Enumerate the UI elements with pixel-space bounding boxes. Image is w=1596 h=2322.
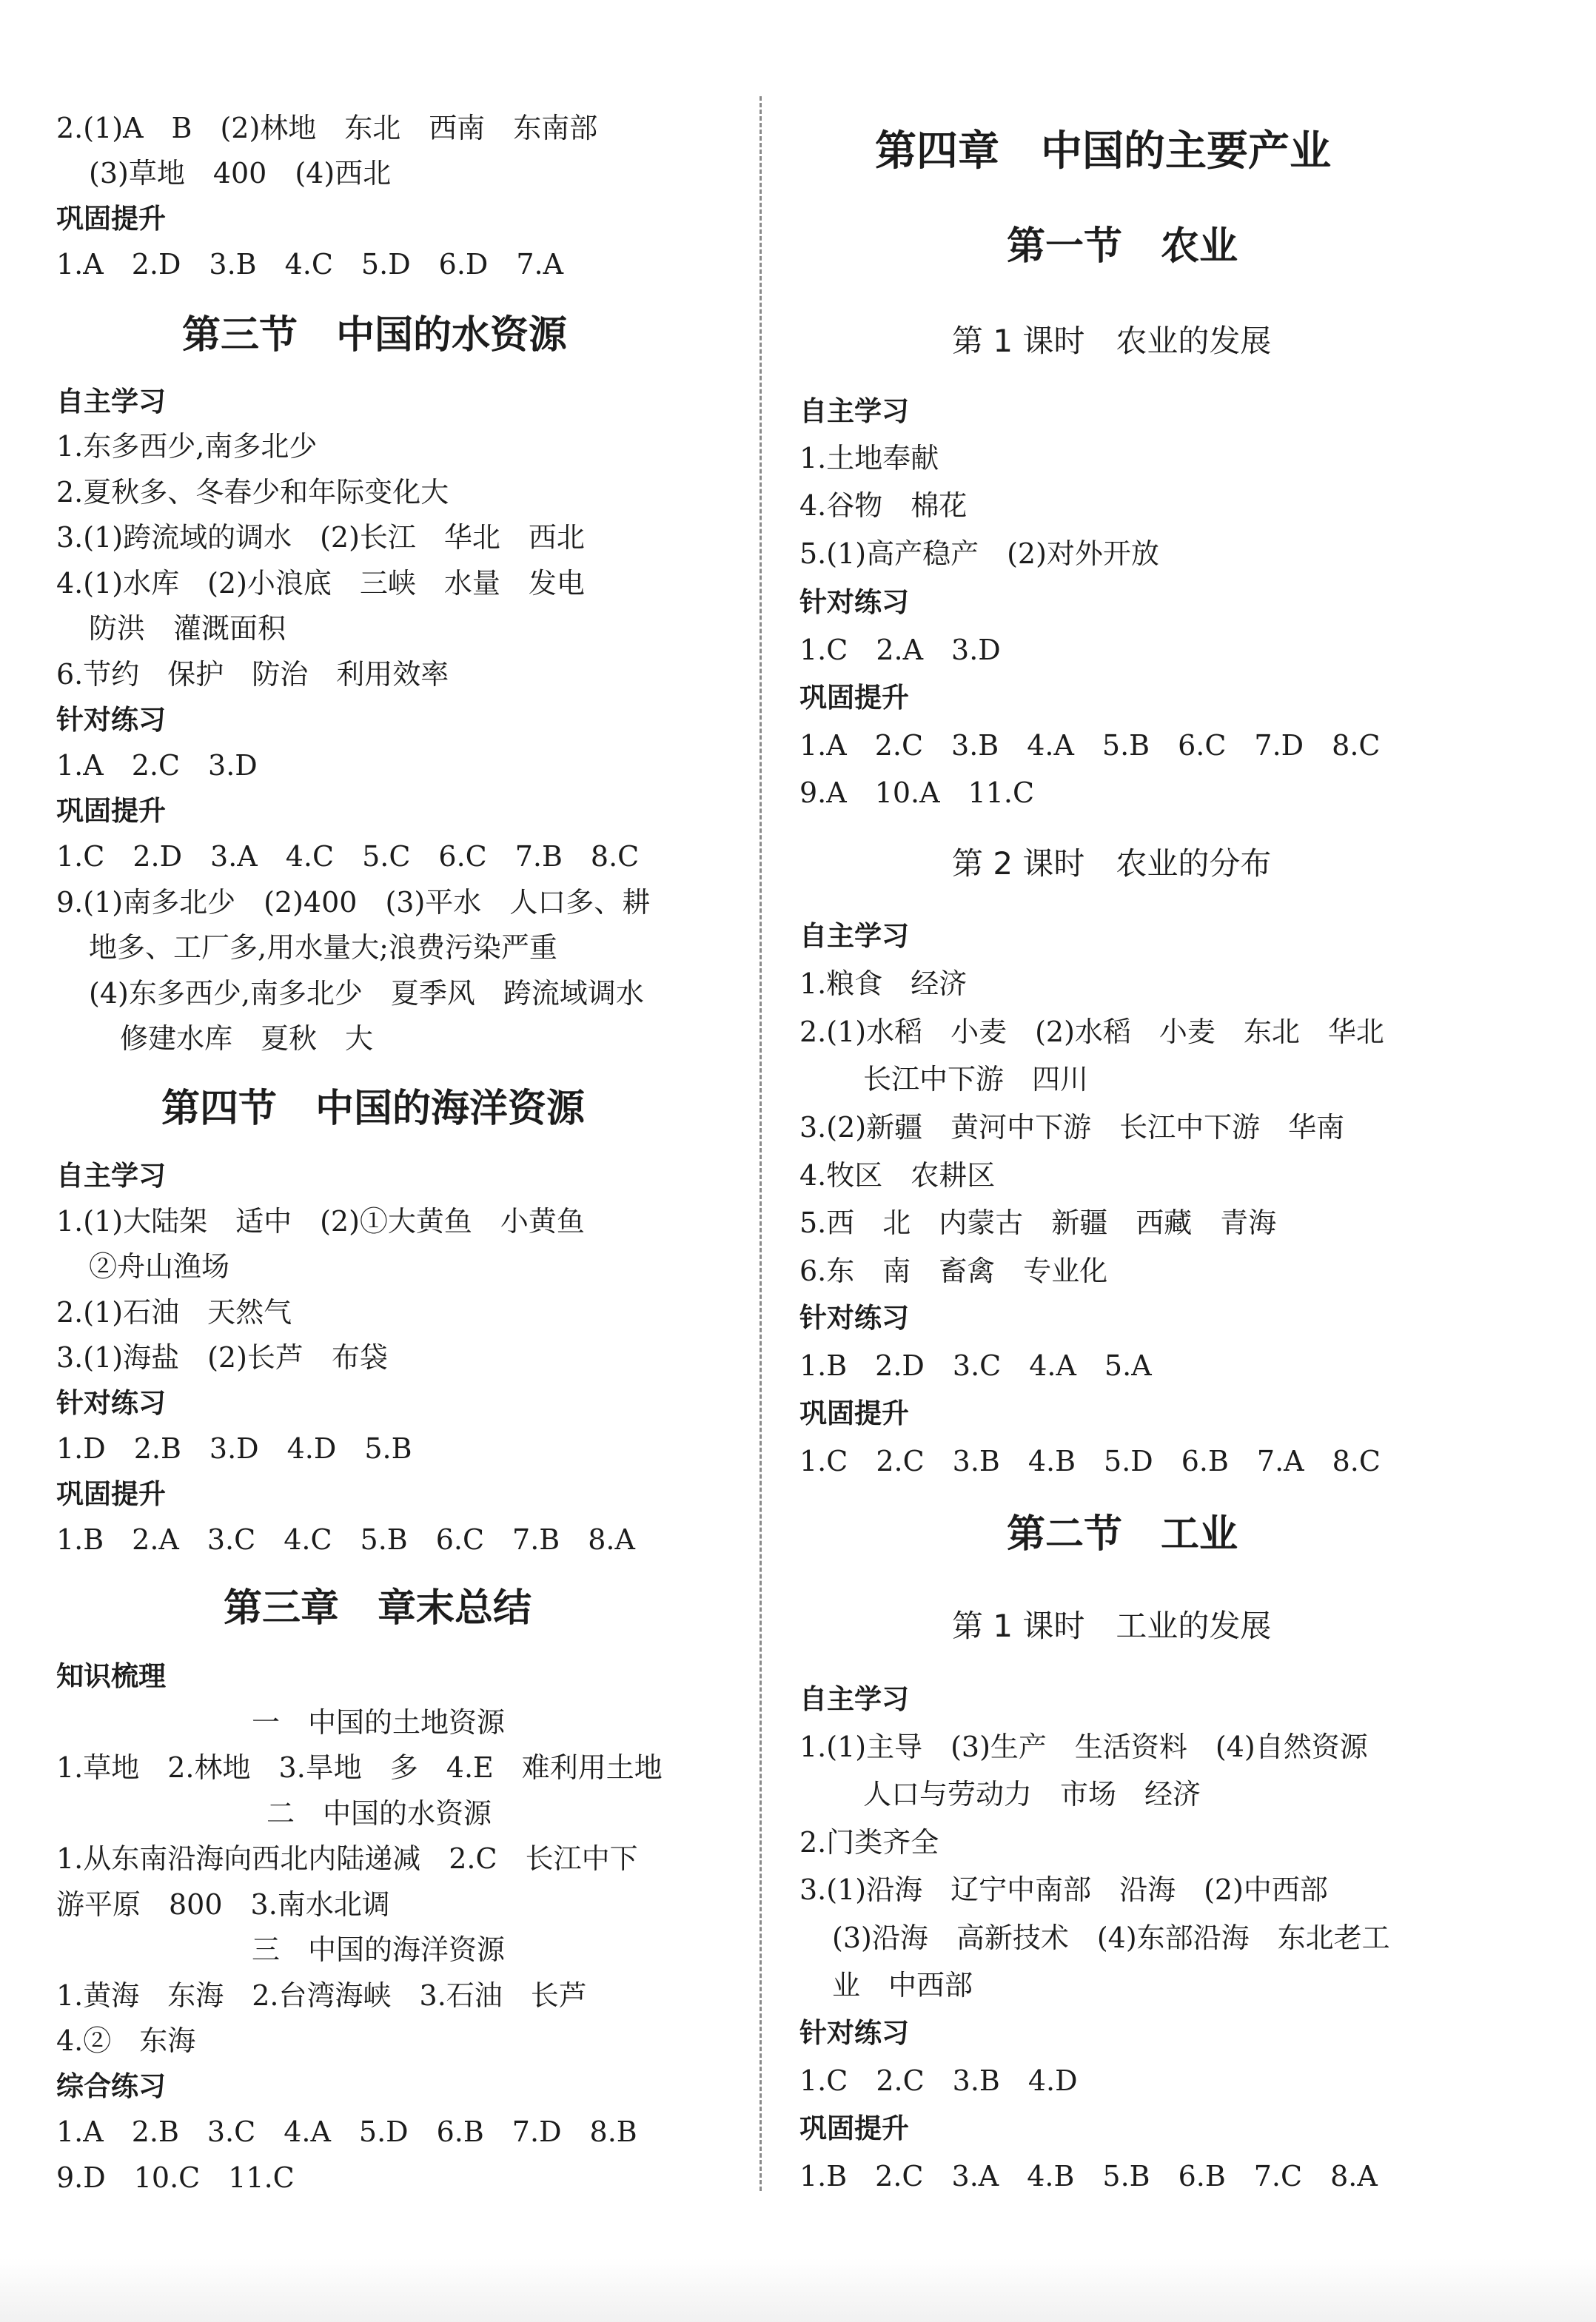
lesson-heading: 第 1 课时 农业的发展 bbox=[952, 323, 1272, 359]
answer-line: 1.D 2.B 3.D 4.D 5.B bbox=[56, 1432, 412, 1465]
section-label: 自主学习 bbox=[799, 395, 909, 427]
answer-line: 1.B 2.C 3.A 4.B 5.B 6.B 7.C 8.A bbox=[799, 2160, 1378, 2192]
answer-line: 1.粮食 经济 bbox=[799, 967, 968, 1000]
answer-line: 3.(1)跨流域的调水 (2)长江 华北 西北 bbox=[56, 521, 585, 554]
section-label: 巩固提升 bbox=[799, 682, 909, 714]
answer-line: 2.夏秋多、冬春少和年际变化大 bbox=[56, 476, 449, 509]
answer-line: 4.(1)水库 (2)小浪底 三峡 水量 发电 bbox=[56, 567, 585, 600]
section-heading: 第四节 中国的海洋资源 bbox=[161, 1086, 586, 1131]
answer-line: 5.西 北 内蒙古 新疆 西藏 青海 bbox=[799, 1207, 1277, 1239]
answer-line: 2.门类齐全 bbox=[799, 1826, 939, 1859]
answer-line: 6.东 南 畜禽 专业化 bbox=[799, 1255, 1108, 1287]
subheading: 一 中国的土地资源 bbox=[252, 1706, 506, 1739]
answer-line: 1.C 2.C 3.B 4.D bbox=[799, 2064, 1078, 2097]
lesson-heading: 第 1 课时 工业的发展 bbox=[952, 1608, 1272, 1644]
section-label: 自主学习 bbox=[56, 386, 166, 417]
answer-line: 9.D 10.C 11.C bbox=[56, 2161, 295, 2194]
answer-line: 1.东多西少,南多北少 bbox=[56, 430, 318, 463]
section-label: 自主学习 bbox=[799, 920, 909, 952]
answer-line: 1.(1)大陆架 适中 (2)①大黄鱼 小黄鱼 bbox=[56, 1205, 585, 1238]
answer-line: 1.A 2.C 3.B 4.A 5.B 6.C 7.D 8.C bbox=[799, 729, 1381, 762]
answer-line: 2.(1)石油 天然气 bbox=[56, 1296, 292, 1329]
answer-line: 9.A 10.A 11.C bbox=[799, 776, 1035, 809]
answer-line: 3.(1)沿海 辽宁中南部 沿海 (2)中西部 bbox=[799, 1873, 1328, 1906]
lesson-heading: 第 2 课时 农业的分布 bbox=[952, 845, 1272, 882]
section-heading: 第二节 工业 bbox=[1007, 1511, 1238, 1557]
answer-line: 1.土地奉献 bbox=[799, 442, 939, 474]
answer-line: (4)东多西少,南多北少 夏季风 跨流域调水 bbox=[89, 977, 644, 1010]
answer-line: 4.谷物 棉花 bbox=[799, 489, 968, 522]
answer-line: 1.C 2.A 3.D bbox=[799, 634, 1001, 666]
chapter-summary-heading: 第三章 章末总结 bbox=[224, 1586, 532, 1631]
section-label: 综合练习 bbox=[56, 2070, 166, 2102]
answer-line: 1.B 2.D 3.C 4.A 5.A bbox=[799, 1349, 1152, 1382]
answer-line: 1.(1)主导 (3)生产 生活资料 (4)自然资源 bbox=[799, 1731, 1368, 1763]
answer-line: 长江中下游 四川 bbox=[863, 1063, 1089, 1095]
section-label: 针对练习 bbox=[56, 1387, 166, 1419]
answer-line: 业 中西部 bbox=[832, 1969, 973, 2001]
answer-line: 1.A 2.D 3.B 4.C 5.D 6.D 7.A bbox=[56, 248, 564, 281]
answer-line: 4.牧区 农耕区 bbox=[799, 1159, 996, 1192]
answer-line: ②舟山渔场 bbox=[89, 1250, 230, 1283]
section-label: 针对练习 bbox=[799, 2017, 909, 2049]
subheading: 三 中国的海洋资源 bbox=[252, 1933, 506, 1966]
answer-line: 4.② 东海 bbox=[56, 2024, 196, 2057]
answer-line: 1.C 2.D 3.A 4.C 5.C 6.C 7.B 8.C bbox=[56, 840, 640, 873]
answer-line: 3.(1)海盐 (2)长芦 布袋 bbox=[56, 1341, 388, 1374]
section-heading: 第一节 农业 bbox=[1007, 224, 1238, 269]
answer-line: 1.黄海 东海 2.台湾海峡 3.石油 长芦 bbox=[56, 1979, 587, 2012]
answer-line: 5.(1)高产稳产 (2)对外开放 bbox=[799, 537, 1159, 570]
answer-line: 防洪 灌溉面积 bbox=[89, 612, 286, 645]
answer-line: 3.(2)新疆 黄河中下游 长江中下游 华南 bbox=[799, 1111, 1345, 1144]
section-label: 针对练习 bbox=[799, 1302, 909, 1334]
answer-line: 游平原 800 3.南水北调 bbox=[56, 1888, 390, 1921]
section-label: 巩固提升 bbox=[799, 1397, 909, 1429]
column-divider bbox=[760, 96, 762, 2191]
section-heading: 第三节 中国的水资源 bbox=[182, 312, 568, 358]
section-label: 巩固提升 bbox=[56, 1478, 166, 1510]
page-bottom-shadow bbox=[0, 2258, 1596, 2322]
answer-line: 9.(1)南多北少 (2)400 (3)平水 人口多、耕 bbox=[56, 886, 651, 919]
section-label: 自主学习 bbox=[799, 1683, 909, 1715]
section-label: 针对练习 bbox=[799, 586, 909, 618]
section-label: 巩固提升 bbox=[56, 203, 166, 235]
chapter-heading: 第四章 中国的主要产业 bbox=[875, 127, 1331, 175]
answer-line: (3)沿海 高新技术 (4)东部沿海 东北老工 bbox=[832, 1922, 1390, 1954]
section-label: 巩固提升 bbox=[56, 795, 166, 827]
answer-line: 2.(1)水稻 小麦 (2)水稻 小麦 东北 华北 bbox=[799, 1016, 1384, 1048]
subheading: 二 中国的水资源 bbox=[266, 1797, 492, 1830]
answer-line: 1.B 2.A 3.C 4.C 5.B 6.C 7.B 8.A bbox=[56, 1523, 635, 1556]
answer-line: 人口与劳动力 市场 经济 bbox=[863, 1778, 1201, 1811]
section-label: 知识梳理 bbox=[56, 1660, 166, 1692]
answer-line: 1.从东南沿海向西北内陆递减 2.C 长江中下 bbox=[56, 1842, 638, 1875]
answer-line: 6.节约 保护 防治 利用效率 bbox=[56, 658, 449, 691]
answer-line: 1.A 2.B 3.C 4.A 5.D 6.B 7.D 8.B bbox=[56, 2115, 637, 2148]
answer-line: 地多、工厂多,用水量大;浪费污染严重 bbox=[89, 931, 557, 964]
answer-line: 修建水库 夏秋 大 bbox=[120, 1022, 374, 1055]
section-label: 针对练习 bbox=[56, 704, 166, 736]
answer-line: 1.A 2.C 3.D bbox=[56, 749, 258, 782]
answer-line: (3)草地 400 (4)西北 bbox=[89, 157, 392, 189]
answer-line: 1.C 2.C 3.B 4.B 5.D 6.B 7.A 8.C bbox=[799, 1445, 1381, 1477]
section-label: 自主学习 bbox=[56, 1160, 166, 1192]
answer-line: 2.(1)A B (2)林地 东北 西南 东南部 bbox=[56, 112, 598, 144]
section-label: 巩固提升 bbox=[799, 2113, 909, 2144]
answer-line: 1.草地 2.林地 3.旱地 多 4.E 难利用土地 bbox=[56, 1751, 663, 1784]
